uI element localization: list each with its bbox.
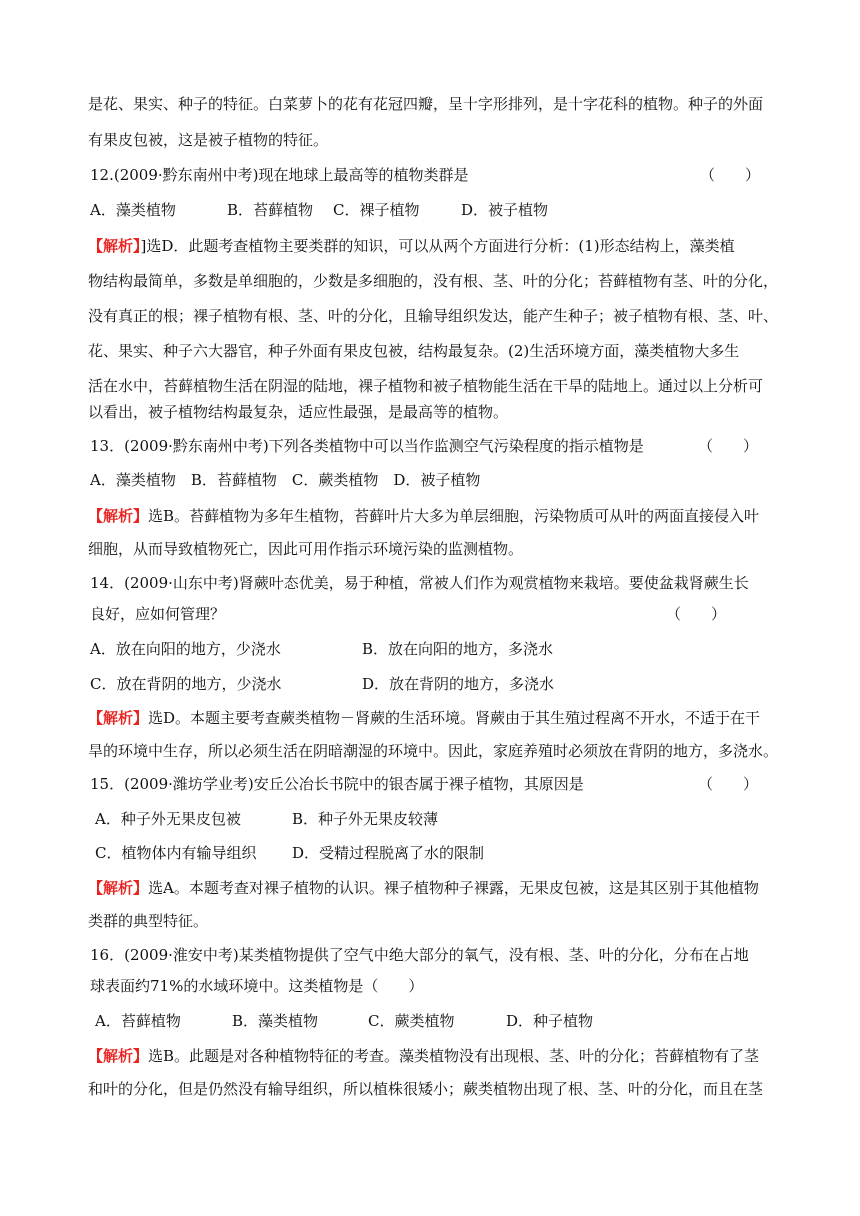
analysis-line: 没有真正的根；裸子植物有根、茎、叶的分化，且输导组织发达，能产生种子；被子植物有根、茎、叶、	[88, 307, 779, 325]
analysis-line: 以看出，被子植物结构最复杂，适应性最强，是最高等的植物。	[88, 403, 509, 421]
analysis-line: 细胞，从而导致植物死亡，因此可用作指示环境污染的监测植物。	[88, 540, 524, 558]
analysis-tag: 【解析】	[88, 237, 141, 255]
analysis-line: 和叶的分化，但是仍然没有输导组织，所以植株很矮小；蕨类植物出现了根、茎、叶的分化，而且在茎	[88, 1080, 764, 1098]
analysis-line	[88, 506, 778, 526]
question-15-options	[90, 843, 780, 863]
analysis-text: ]选D．此题考查植物主要类群的知识，可以从两个方面进行分析：(1)形态结构上，藻类植	[140, 237, 735, 255]
text-line: 是花、果实、种子的特征。白菜萝卜的花有花冠四瓣，呈十字形排列，是十字花科的植物。种子的外面	[88, 95, 764, 113]
analysis-tag: 【解析】	[88, 879, 149, 897]
question-12-stem	[90, 165, 780, 185]
option-b: B．放在向阳的地方，多浇水	[362, 640, 554, 658]
answer-paren: （ ）	[700, 166, 761, 184]
option-a: A．种子外无果皮包被	[95, 810, 241, 828]
analysis-text: 选A。本题考查对裸子植物的认识。裸子植物种子裸露，无果皮包被，这是其区别于其他植物	[148, 879, 759, 897]
question-12-options	[90, 200, 780, 220]
question-stem-text: 12.(2009·黔东南州中考)现在地球上最高等的植物类群是	[90, 166, 469, 184]
analysis-tag: 【解析】	[88, 1047, 149, 1065]
analysis-line	[88, 236, 778, 256]
question-16-options	[90, 1011, 780, 1031]
question-stem-text: 13．(2009·黔东南州中考)下列各类植物中可以当作监测空气污染程度的指示植物是	[90, 437, 644, 455]
option-a: A．藻类植物	[90, 201, 176, 219]
option-b: B．种子外无果皮较薄	[292, 810, 439, 828]
option-c: C．放在背阴的地方，少浇水	[90, 675, 282, 693]
analysis-line: 花、果实、种子六大器官，种子外面有果皮包被，结构最复杂。(2)生活环境方面，藻类植物大多生	[88, 342, 740, 360]
option-a: A．放在向阳的地方，少浇水	[90, 640, 281, 658]
question-13-options: A．藻类植物 B．苔藓植物 C．蕨类植物 D．被子植物	[90, 471, 481, 489]
analysis-line: 旱的环境中生存，所以必须生活在阴暗潮湿的环境中。因此，家庭养殖时必须放在背阴的地方，多浇水。	[88, 742, 779, 760]
answer-paren: （ ）	[698, 437, 759, 455]
question-14-options	[90, 639, 780, 659]
analysis-line	[88, 878, 778, 898]
analysis-line: 物结构最简单，多数是单细胞的，少数是多细胞的，没有根、茎、叶的分化；苔藓植物有茎、叶的分化，	[88, 272, 779, 290]
analysis-line: 类群的典型特征。	[88, 912, 209, 930]
option-d: D．种子植物	[506, 1012, 594, 1030]
question-stem-text: 良好，应如何管理？	[90, 605, 226, 623]
question-15-stem	[90, 774, 780, 794]
option-d: D．放在背阴的地方，多浇水	[362, 675, 555, 693]
analysis-tag: 【解析】	[88, 507, 149, 525]
analysis-text: 选B。苔藓植物为多年生植物，苔藓叶片大多为单层细胞，污染物质可从叶的两面直接侵入叶	[148, 507, 760, 525]
question-15-options	[90, 809, 780, 829]
text-line: 有果皮包被，这是被子植物的特征。	[88, 131, 329, 149]
analysis-line	[88, 708, 778, 728]
analysis-line	[88, 1046, 778, 1066]
analysis-text: 选D。本题主要考查蕨类植物－肾蕨的生活环境。肾蕨由于其生殖过程离不开水，不适于在干	[148, 709, 761, 727]
question-13-stem	[90, 436, 780, 456]
option-b: B．藻类植物	[232, 1012, 319, 1030]
question-16-stem: 16．(2009·淮安中考)某类植物提供了空气中绝大部分的氧气，没有根、茎、叶的分化，分布在占地	[90, 946, 749, 964]
option-c: C．植物体内有输导组织	[95, 844, 257, 862]
question-14-stem: 14．(2009·山东中考)肾蕨叶态优美，易于种植，常被人们作为观赏植物来栽培。要使盆栽肾蕨生长	[90, 574, 749, 592]
option-b: B．苔藓植物	[227, 201, 314, 219]
answer-paren: （ ）	[666, 605, 727, 623]
question-16-stem: 球表面约71%的水域环境中。这类植物是（ ）	[90, 977, 424, 995]
option-d: D．被子植物	[461, 201, 549, 219]
question-14-options	[90, 674, 780, 694]
question-stem-text: 15．(2009·潍坊学业考)安丘公冶长书院中的银杏属于裸子植物，其原因是	[90, 775, 584, 793]
answer-paren: （ ）	[698, 775, 759, 793]
question-14-stem	[90, 604, 780, 624]
analysis-line: 活在水中，苔藓植物生活在阴湿的陆地，裸子植物和被子植物能生活在干旱的陆地上。通过以上分析可	[88, 377, 764, 395]
option-a: A．苔藓植物	[95, 1012, 181, 1030]
analysis-tag: 【解析】	[88, 709, 149, 727]
analysis-text: 选B。此题是对各种植物特征的考查。藻类植物没有出现根、茎、叶的分化；苔藓植物有了茎	[148, 1047, 760, 1065]
option-c: C．裸子植物	[333, 201, 420, 219]
option-c: C．蕨类植物	[368, 1012, 455, 1030]
option-d: D．受精过程脱离了水的限制	[292, 844, 485, 862]
